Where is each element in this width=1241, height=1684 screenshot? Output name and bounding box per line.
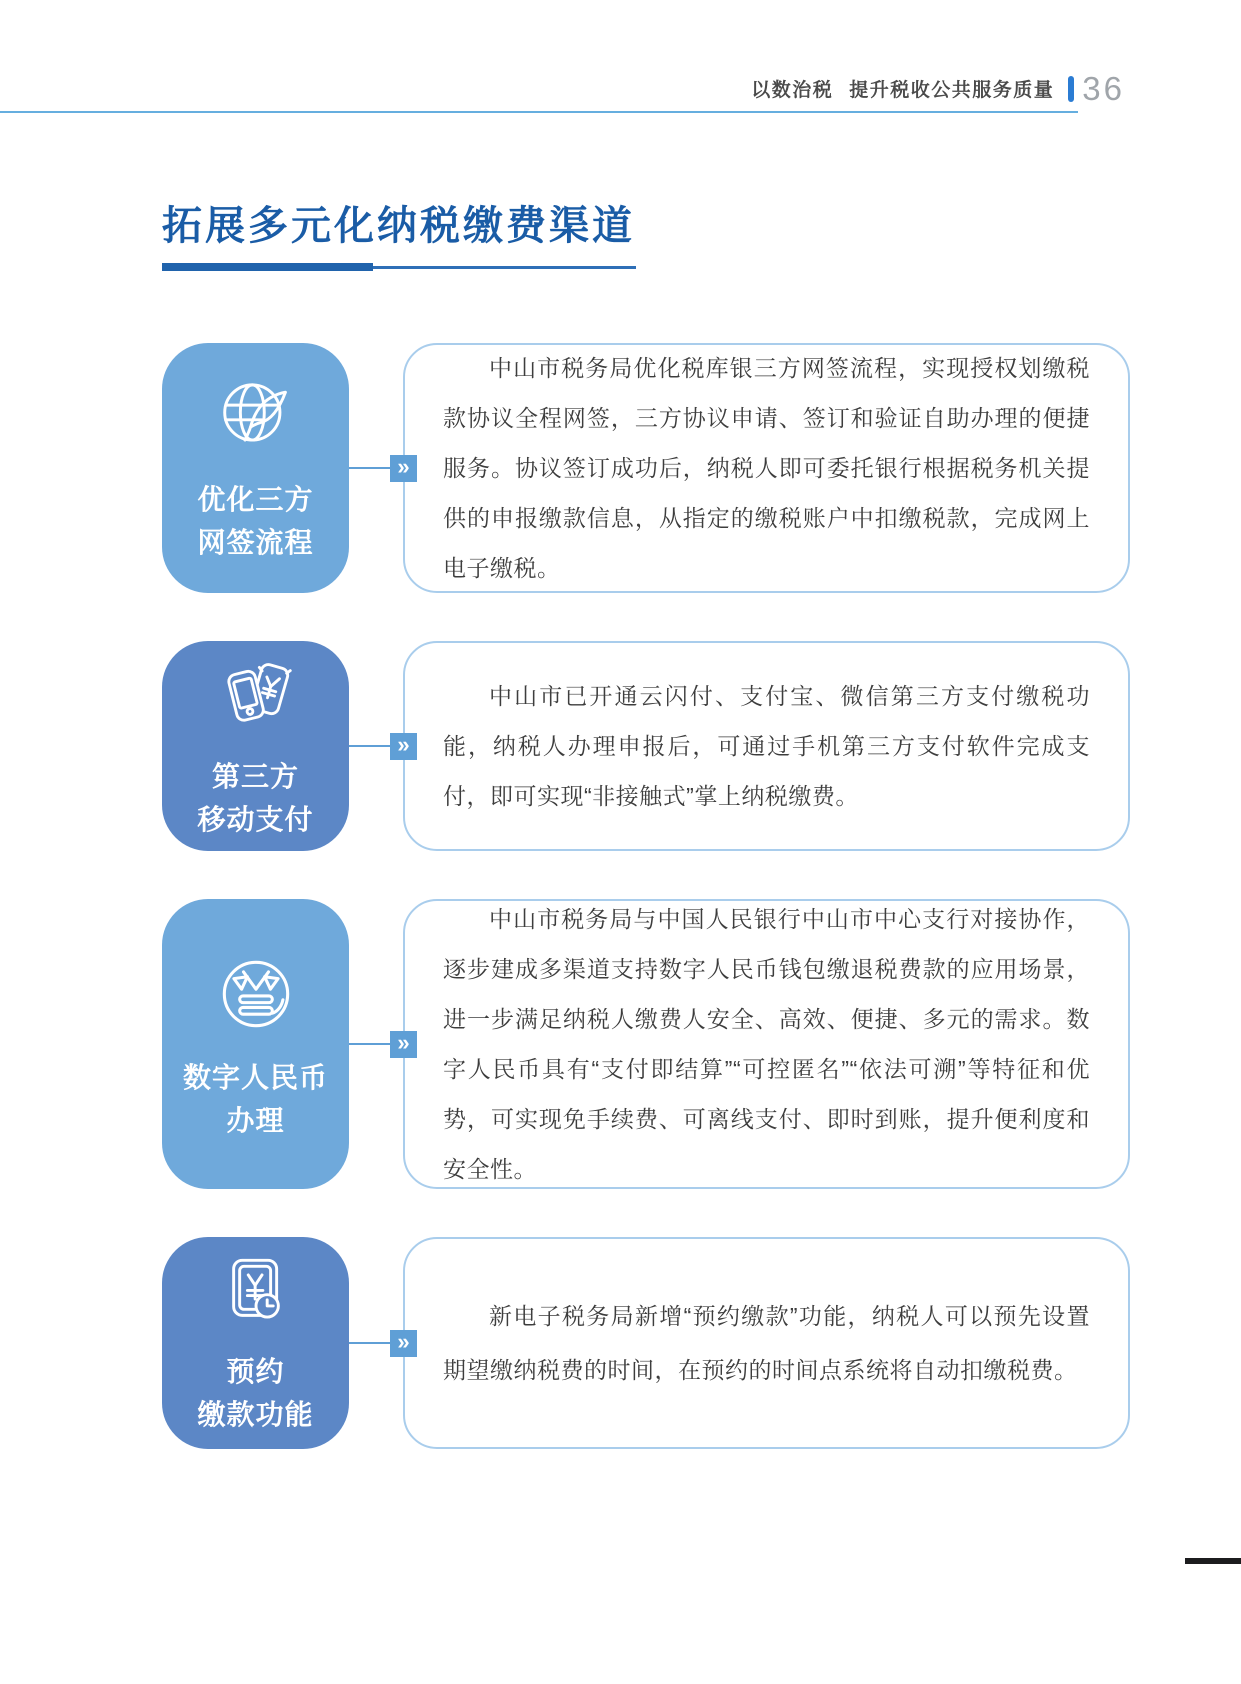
card-label-line2: 网签流程 — [197, 527, 314, 558]
connector-line — [349, 1043, 390, 1045]
double-chevron-right-icon: » — [390, 455, 417, 482]
feature-description-box — [403, 343, 1130, 593]
card-label-line1: 第三方 — [211, 761, 299, 792]
feature-card-label — [197, 1350, 313, 1436]
scheduled-payment-icon — [213, 1250, 299, 1336]
connector-line — [349, 745, 390, 747]
card-label-line1: 优化三方 — [197, 484, 314, 515]
card-label-line1: 数字人民币 — [182, 1062, 328, 1093]
feature-description-box — [403, 899, 1130, 1189]
feature-card-scheduled-payment — [162, 1237, 349, 1449]
header-tagline-right: 提升税收公共服务质量 — [849, 80, 1055, 101]
title-underline — [162, 263, 636, 271]
feature-paragraph: 新电子税务局新增“预约缴款”功能，纳税人可以预先设置期望缴纳税费的时间，在预约的时间点系统将自动扣缴税费。 — [443, 1303, 1090, 1383]
page-number-accent-bar — [1068, 76, 1074, 102]
feature-card-label — [197, 755, 313, 841]
feature-card-mobile-payment — [162, 641, 349, 851]
connector — [349, 1031, 417, 1058]
title-underline-thick — [162, 263, 373, 271]
connector — [349, 1330, 417, 1357]
double-chevron-right-icon: » — [390, 1330, 417, 1357]
page-header — [751, 72, 1125, 105]
card-label-line2: 办理 — [226, 1105, 285, 1136]
header-tagline-left: 以数治税 — [751, 80, 834, 101]
feature-card-digital-yuan — [162, 899, 349, 1189]
feature-card-label — [183, 1056, 328, 1142]
feature-paragraph: 中山市已开通云闪付、支付宝、微信第三方支付缴税功能，纳税人办理申报后，可通过手机第三方支付软件完成支付，即可实现“非接触式”掌上纳税缴费。 — [443, 683, 1090, 809]
feature-description-box — [403, 641, 1130, 851]
double-chevron-right-icon: » — [390, 733, 417, 760]
mobile-payment-icon — [211, 651, 301, 741]
feature-row-web-sign — [162, 343, 1130, 593]
card-label-line2: 移动支付 — [197, 804, 314, 835]
section-title: 拓展多元化纳税缴费渠道 — [162, 204, 635, 248]
card-label-line2: 缴款功能 — [197, 1399, 314, 1430]
feature-row-mobile-payment — [162, 641, 1130, 851]
main-content — [162, 203, 1130, 1449]
feature-row-scheduled-payment — [162, 1237, 1130, 1449]
page-number: 36 — [1082, 70, 1125, 107]
scan-artifact-mark — [1185, 1558, 1241, 1564]
feature-paragraph: 中山市税务局与中国人民银行中山市中心支行对接协作，逐步建成多渠道支持数字人民币钱包缴退税费款的应用场景，进一步满足纳税人缴费人安全、高效、便捷、多元的需求。数字人民币具有“支付即结算”“可控匿名”“依法可溯”等特征和优势，可实现免手续费、可离线支付、即时到账，提升便利度和安全性。 — [443, 906, 1090, 1182]
feature-row-digital-yuan — [162, 899, 1130, 1189]
connector-line — [349, 467, 390, 469]
feature-paragraph: 中山市税务局优化税库银三方网签流程，实现授权划缴税款协议全程网签，三方协议申请、签订和验证自助办理的便捷服务。协议签订成功后，纳税人即可委托银行根据税务机关提供的申报缴款信息，从指定的缴税账户中扣缴税款，完成网上电子缴税。 — [443, 355, 1090, 581]
globe-signature-icon — [210, 372, 302, 464]
digital-yuan-icon — [208, 946, 304, 1042]
connector — [349, 733, 417, 760]
feature-description-box — [403, 1237, 1130, 1449]
double-chevron-right-icon: » — [390, 1031, 417, 1058]
feature-card-web-sign — [162, 343, 349, 593]
connector-line — [349, 1342, 390, 1344]
feature-rows — [162, 343, 1130, 1449]
connector — [349, 455, 417, 482]
card-label-line1: 预约 — [226, 1356, 285, 1387]
feature-card-label — [197, 478, 313, 564]
header-rule — [0, 111, 1078, 113]
title-underline-thin — [373, 266, 636, 269]
